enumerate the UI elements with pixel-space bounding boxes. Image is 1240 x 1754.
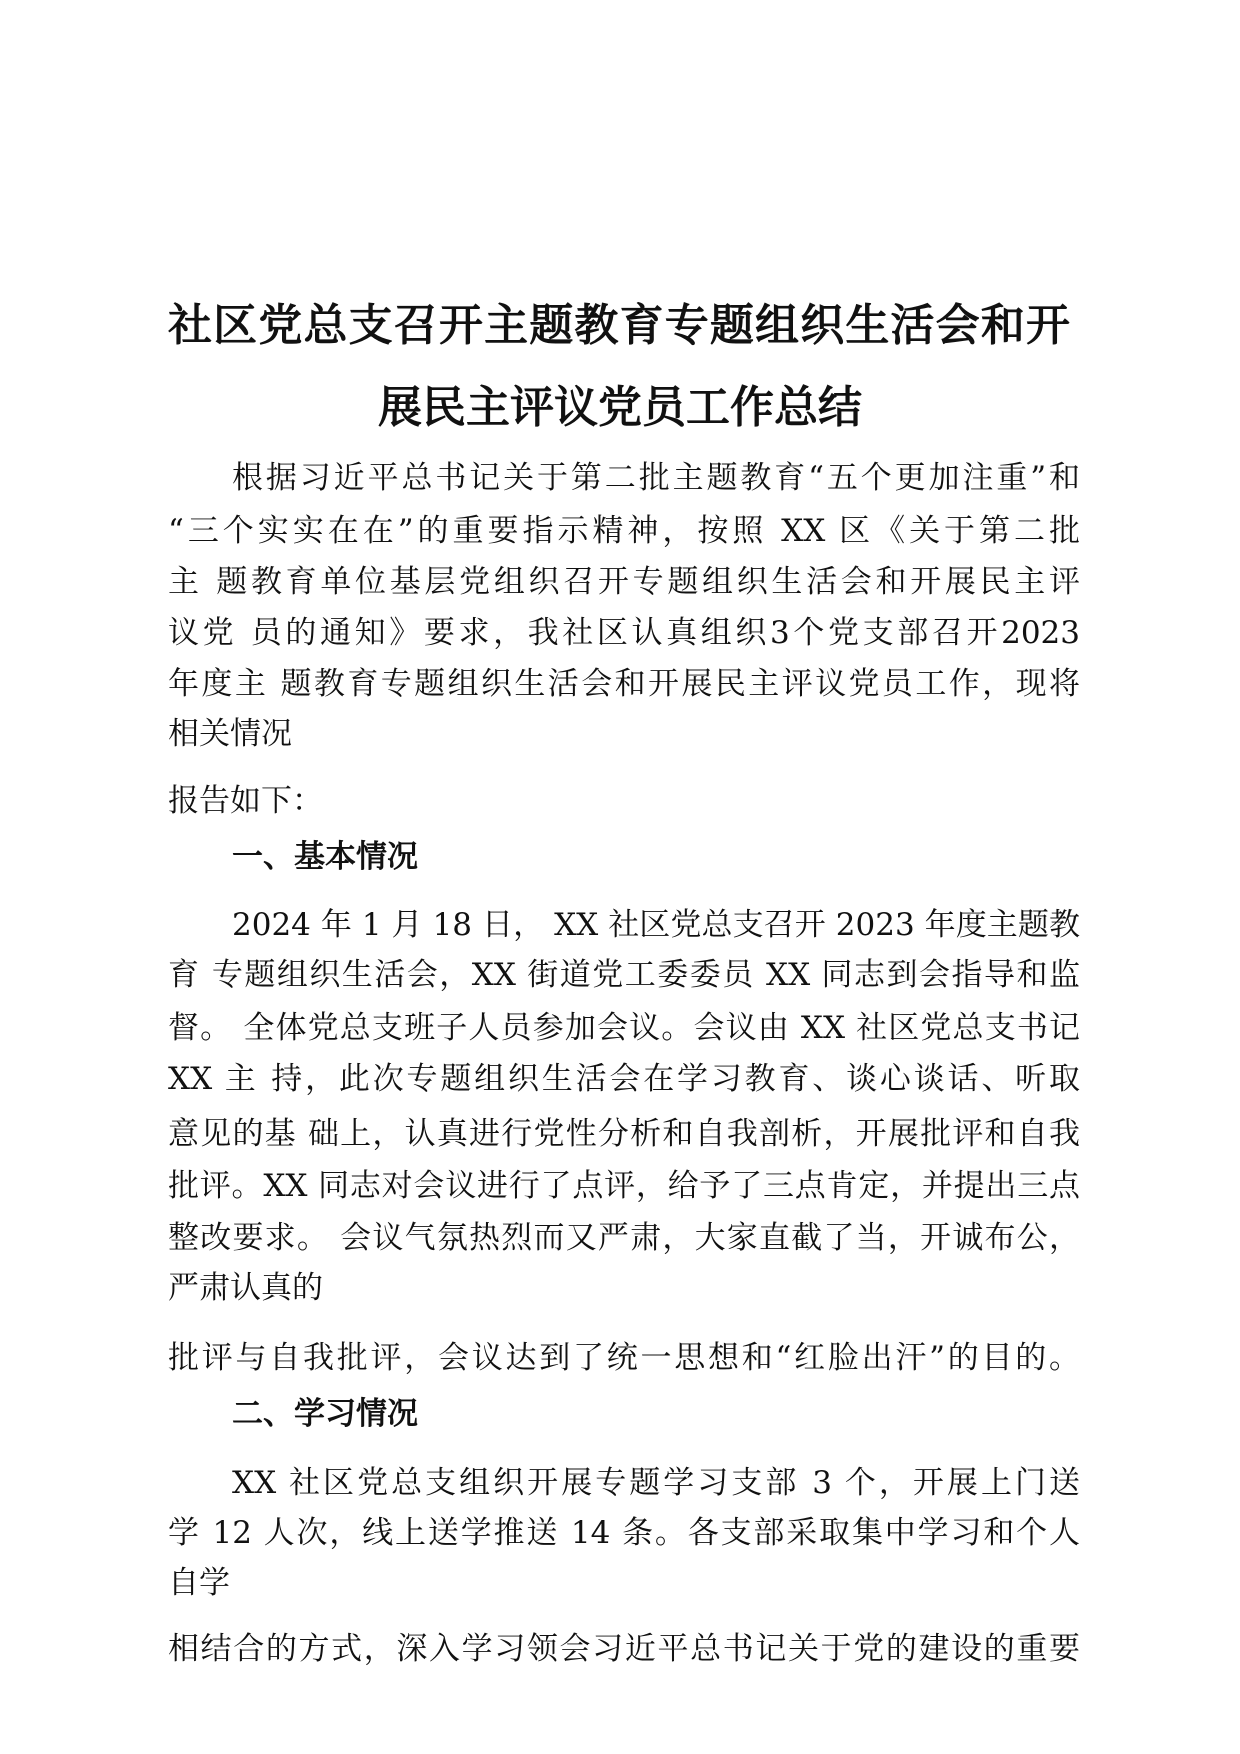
- section-continuation-line: 相结合的方式，深入学习领会习近平总书记关于党的建设的重要: [168, 1631, 1080, 1667]
- intro-paragraph-line: 相关情况: [168, 716, 292, 752]
- report-line: 报告如下：: [168, 783, 323, 819]
- section-paragraph-line: 整改要求。 会议气氛热烈而又严肃，大家直截了当，开诚布公，: [168, 1220, 1080, 1256]
- intro-paragraph-line: 年度主 题教育专题组织生活会和开展民主评议党员工作，现将: [168, 666, 1080, 702]
- section-paragraph-line: 育 专题组织生活会，XX 街道党工委委员 XX 同志到会指导和监: [168, 957, 1080, 993]
- section-continuation-line: 批评与自我批评，会议达到了统一思想和“红脸出汗”的目的。: [168, 1340, 1080, 1376]
- intro-paragraph-line: 主 题教育单位基层党组织召开专题组织生活会和开展民主评: [168, 564, 1080, 600]
- section-paragraph-line: 意见的基 础上，认真进行党性分析和自我剖析，开展批评和自我: [168, 1116, 1080, 1152]
- intro-paragraph-line: 根据习近平总书记关于第二批主题教育“五个更加注重”和: [232, 460, 1080, 496]
- section-paragraph-line: 严肃认真的: [168, 1270, 323, 1306]
- section-heading-basic-situation: 一、基本情况: [232, 839, 418, 875]
- document-title-line-1: 社区党总支召开主题教育专题组织生活会和开: [168, 300, 1070, 351]
- intro-paragraph-line: “三个实实在在”的重要指示精神，按照 XX 区《关于第二批: [168, 513, 1080, 549]
- section-paragraph-line: 2024 年 1 月 18 日， XX 社区党总支召开 2023 年度主题教: [232, 907, 1080, 943]
- intro-paragraph-line: 议党 员的通知》要求，我社区认真组织3个党支部召开2023: [168, 615, 1080, 651]
- section-paragraph-line: XX 社区党总支组织开展专题学习支部 3 个，开展上门送: [232, 1465, 1080, 1501]
- section-paragraph-line: 批评。XX 同志对会议进行了点评，给予了三点肯定，并提出三点: [168, 1168, 1080, 1204]
- section-paragraph-line: 自学: [168, 1565, 230, 1601]
- document-title-line-2: 展民主评议党员工作总结: [378, 382, 862, 433]
- section-paragraph-line: 督。 全体党总支班子人员参加会议。会议由 XX 社区党总支书记: [168, 1010, 1080, 1046]
- section-heading-study-situation: 二、学习情况: [232, 1396, 418, 1432]
- section-paragraph-line: 学 12 人次，线上送学推送 14 条。各支部采取集中学习和个人: [168, 1515, 1080, 1551]
- section-paragraph-line: XX 主 持，此次专题组织生活会在学习教育、谈心谈话、听取: [168, 1061, 1080, 1097]
